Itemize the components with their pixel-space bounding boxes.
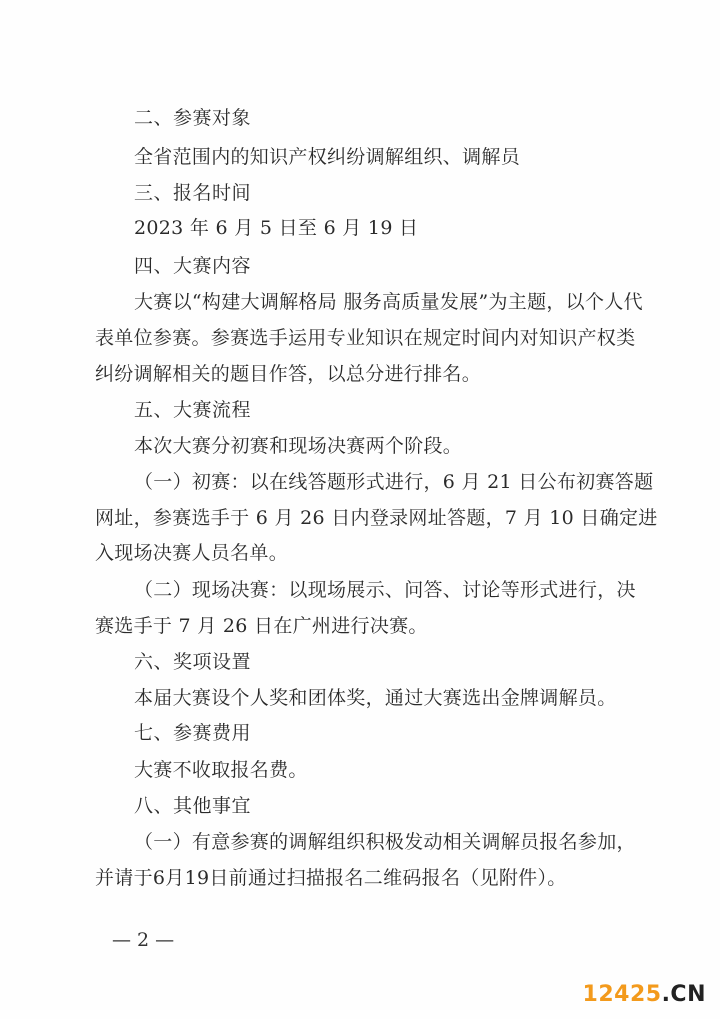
content-line-2: 表单位参赛。参赛选手运用专业知识在规定时间内对知识产权类 [95, 327, 636, 349]
site-watermark [583, 982, 706, 1007]
process-prelim-line-1: （一）初赛：以在线答题形式进行，6 月 21 日公布初赛答题 [134, 471, 654, 493]
section-heading-process: 五、大赛流程 [134, 399, 252, 421]
section-heading-other: 八、其他事宜 [134, 795, 252, 817]
content-line-1: 大赛以“构建大调解格局 服务高质量发展”为主题，以个人代 [134, 291, 643, 313]
section-heading-fees: 七、参赛费用 [134, 722, 252, 744]
fees-body: 大赛不收取报名费。 [134, 759, 308, 781]
watermark-suffix: .CN [661, 982, 706, 1007]
process-final-line-2: 赛选手于 7 月 26 日在广州进行决赛。 [95, 615, 428, 637]
participants-body: 全省范围内的知识产权纠纷调解组织、调解员 [134, 146, 521, 168]
content-line-3: 纠纷调解相关的题目作答，以总分进行排名。 [95, 363, 482, 385]
process-prelim-line-3: 入现场决赛人员名单。 [95, 542, 289, 564]
section-heading-participants: 二、参赛对象 [134, 107, 252, 129]
section-heading-content: 四、大赛内容 [134, 255, 252, 277]
other-line-2: 并请于6月19日前通过扫描报名二维码报名（见附件）。 [95, 867, 567, 889]
section-heading-awards: 六、奖项设置 [134, 651, 252, 673]
registration-body: 2023 年 6 月 5 日至 6 月 19 日 [134, 217, 419, 239]
awards-body: 本届大赛设个人奖和团体奖，通过大赛选出金牌调解员。 [134, 687, 617, 709]
page-number: — 2 — [112, 929, 175, 951]
section-heading-registration: 三、报名时间 [134, 182, 252, 204]
process-final-line-1: （二）现场决赛：以现场展示、问答、讨论等形式进行，决 [134, 579, 636, 601]
process-prelim-line-2: 网址，参赛选手于 6 月 26 日内登录网址答题，7 月 10 日确定进 [95, 507, 658, 529]
watermark-digits: 12425 [582, 982, 662, 1007]
process-intro: 本次大赛分初赛和现场决赛两个阶段。 [134, 435, 463, 457]
other-line-1: （一）有意参赛的调解组织积极发动相关调解员报名参加， [134, 831, 636, 853]
